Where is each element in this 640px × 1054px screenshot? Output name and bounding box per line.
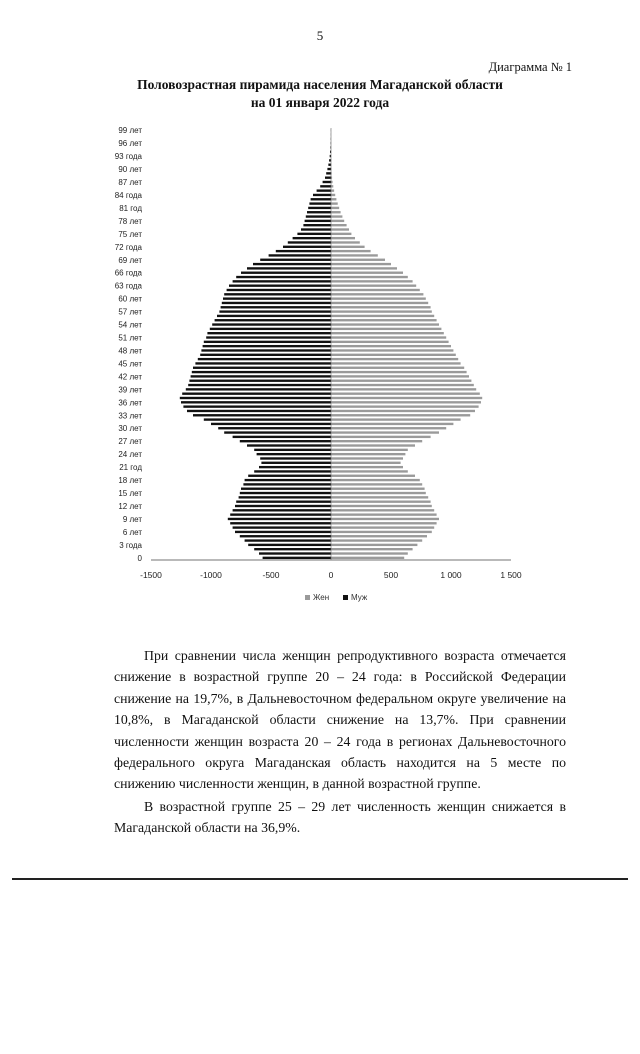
y-tick-label: 90 лет (118, 165, 142, 175)
bar-right-age-32 (331, 418, 461, 420)
y-tick-label: 69 лет (118, 255, 142, 265)
bar-left-age-76 (301, 228, 331, 230)
bar-left-age-11 (233, 509, 331, 511)
legend-label-2: Муж (351, 593, 368, 602)
bar-right-age-27 (331, 440, 422, 442)
bar-left-age-10 (230, 513, 331, 515)
y-tick-label: 87 лет (118, 178, 142, 187)
bar-left-age-35 (183, 405, 331, 407)
bar-left-age-8 (230, 522, 331, 524)
y-tick-label: 45 лет (118, 359, 142, 369)
bar-left-age-9 (228, 518, 331, 520)
bar-left-age-14 (239, 496, 331, 498)
bar-right-age-26 (331, 444, 415, 446)
y-tick-label: 75 лет (118, 229, 142, 239)
x-tick-label: -1000 (200, 570, 222, 580)
bar-left-age-64 (233, 280, 331, 282)
y-tick-label: 21 год (119, 463, 142, 473)
bar-left-age-7 (233, 526, 331, 528)
bar-left-age-71 (276, 250, 331, 252)
bar-right-age-39 (331, 388, 476, 390)
bar-right-age-62 (331, 289, 420, 291)
bar-left-age-87 (323, 181, 331, 183)
y-tick-label: 54 лет (118, 320, 142, 330)
bar-right-age-56 (331, 315, 434, 317)
bar-right-age-29 (331, 431, 439, 433)
bar-right-age-51 (331, 336, 446, 338)
y-tick-label: 39 лет (118, 385, 142, 395)
y-tick-label: 93 года (114, 152, 142, 162)
bar-right-age-43 (331, 371, 467, 373)
bar-left-age-65 (236, 276, 331, 278)
bar-left-age-72 (283, 246, 331, 248)
bar-right-age-10 (331, 513, 437, 515)
y-tick-label: 30 лет (118, 424, 142, 434)
bar-right-age-82 (331, 202, 338, 204)
bar-left-age-77 (303, 224, 331, 226)
legend-swatch-2 (343, 595, 348, 600)
bar-left-age-50 (204, 341, 331, 343)
bar-left-age-38 (182, 392, 331, 394)
bar-right-age-21 (331, 466, 403, 468)
bar-right-age-76 (331, 228, 349, 230)
bar-left-age-74 (293, 237, 331, 239)
bar-right-age-47 (331, 354, 456, 356)
bar-right-age-0 (331, 557, 404, 559)
bar-right-age-59 (331, 302, 428, 304)
bar-right-age-80 (331, 211, 341, 213)
bar-right-age-86 (331, 185, 333, 187)
x-tick-label: -1500 (140, 570, 162, 580)
bar-right-age-9 (331, 518, 439, 520)
bar-right-age-40 (331, 384, 474, 386)
bar-right-age-13 (331, 500, 431, 502)
bar-left-age-12 (235, 505, 331, 507)
bar-left-age-44 (193, 367, 331, 369)
bar-left-age-43 (192, 371, 331, 373)
bar-right-age-53 (331, 328, 441, 330)
paragraph-1: При сравнении числа женщин репродуктивного возраста отмечается снижение в возрастной группе 20 – 24 года: в Российской Федерации снижение на 19,7%, в Дальневосточном федеральном округе увеличение на 10,8%, в Магаданской области снижение на 13,7%. При сравнении численности женщин возраста 20 – 24 года в регионах Дальневосточного федерального округа Магаданская область находится на 5 месте по снижению численности женщин, в данной возрастной группе. (114, 648, 566, 792)
y-tick-label: 24 лет (118, 450, 142, 460)
legend-swatch-1 (305, 595, 310, 600)
bar-left-age-46 (198, 358, 331, 360)
chart-title-line-1: Половозрастная пирамида населения Магаданской области (137, 77, 503, 92)
bar-right-age-57 (331, 310, 432, 312)
bar-right-age-37 (331, 397, 482, 399)
bar-right-age-46 (331, 358, 458, 360)
bar-right-age-85 (331, 189, 334, 191)
bar-right-age-16 (331, 488, 425, 490)
bar-left-age-29 (224, 431, 331, 433)
bar-right-age-20 (331, 470, 408, 472)
paragraph-2: В возрастной группе 25 – 29 лет численность женщин снижается в Магаданской области на 36,9%. (114, 798, 566, 836)
bar-left-age-63 (229, 284, 331, 286)
bar-left-age-79 (306, 215, 331, 217)
bar-right-age-79 (331, 215, 342, 217)
bar-right-age-68 (331, 263, 391, 265)
page-number: 5 (316, 28, 324, 43)
bar-left-age-31 (211, 423, 331, 425)
bar-right-age-73 (331, 241, 360, 243)
bar-left-age-59 (222, 302, 331, 304)
bar-left-age-2 (254, 548, 331, 550)
bar-right-age-72 (331, 246, 365, 248)
bar-left-age-21 (259, 466, 331, 468)
bar-left-age-41 (189, 380, 331, 382)
bar-left-age-69 (260, 259, 331, 261)
bar-left-age-30 (218, 427, 331, 429)
y-tick-label: 0 (137, 553, 142, 563)
bar-right-age-70 (331, 254, 378, 256)
y-tick-label: 63 года (114, 281, 142, 291)
bar-left-age-24 (257, 453, 331, 455)
bar-right-age-84 (331, 194, 335, 196)
bar-right-age-18 (331, 479, 420, 481)
bar-left-age-91 (328, 164, 331, 166)
bar-left-age-73 (288, 241, 331, 243)
y-tick-label: 60 лет (118, 294, 142, 304)
bar-left-age-75 (297, 233, 331, 235)
bar-left-age-62 (227, 289, 331, 291)
bar-left-age-49 (203, 345, 331, 347)
bar-right-age-25 (331, 449, 408, 451)
bar-right-age-83 (331, 198, 336, 200)
bar-left-age-54 (212, 323, 331, 325)
bar-right-age-17 (331, 483, 422, 485)
bar-right-age-49 (331, 345, 451, 347)
bar-left-age-86 (320, 185, 331, 187)
bar-left-age-32 (204, 418, 331, 420)
y-tick-label: 12 лет (118, 502, 142, 511)
y-tick-label: 78 лет (118, 216, 142, 226)
bar-right-age-24 (331, 453, 405, 455)
y-tick-label: 72 года (114, 242, 142, 252)
bar-right-age-36 (331, 401, 481, 403)
x-tick-label: 1 000 (440, 570, 462, 580)
x-tick-label: 500 (383, 570, 399, 580)
bar-left-age-89 (326, 172, 331, 174)
bar-right-age-60 (331, 297, 426, 299)
bar-right-age-5 (331, 535, 427, 537)
y-tick-label: 15 лет (118, 489, 142, 499)
bar-right-age-45 (331, 362, 461, 364)
bar-right-age-69 (331, 259, 385, 261)
bar-left-age-78 (305, 220, 331, 222)
legend-label-1: Жен (313, 593, 330, 602)
bar-left-age-47 (200, 354, 331, 356)
y-tick-label: 27 лет (118, 437, 142, 447)
bar-right-age-58 (331, 306, 431, 308)
bar-left-age-66 (241, 272, 331, 274)
bar-left-age-0 (263, 557, 331, 559)
bar-left-age-37 (180, 397, 331, 399)
x-tick-label: 0 (328, 570, 334, 580)
bar-right-age-19 (331, 475, 415, 477)
bar-left-age-80 (307, 211, 331, 213)
bar-right-age-15 (331, 492, 426, 494)
bar-left-age-33 (193, 414, 331, 416)
bar-right-age-63 (331, 284, 416, 286)
y-tick-label: 81 год (119, 203, 142, 213)
bar-right-age-7 (331, 526, 434, 528)
horizontal-rule (12, 878, 628, 880)
bar-left-age-70 (269, 254, 331, 256)
bar-right-age-1 (331, 552, 408, 554)
bar-left-age-40 (188, 384, 331, 386)
y-tick-label: 96 лет (118, 139, 142, 149)
y-tick-label: 48 лет (118, 346, 142, 356)
bar-right-age-14 (331, 496, 428, 498)
bar-right-age-8 (331, 522, 437, 524)
bar-left-age-20 (254, 470, 331, 472)
bar-right-age-11 (331, 509, 434, 511)
bar-right-age-38 (331, 392, 480, 394)
bar-right-age-55 (331, 319, 437, 321)
bar-right-age-23 (331, 457, 403, 459)
bar-left-age-16 (241, 488, 331, 490)
y-tick-label: 51 лет (118, 333, 142, 343)
bar-left-age-85 (317, 189, 331, 191)
bar-right-age-52 (331, 332, 444, 334)
bar-right-age-33 (331, 414, 470, 416)
y-tick-label: 57 лет (118, 307, 142, 317)
bar-left-age-83 (311, 198, 331, 200)
y-tick-label: 33 лет (118, 411, 142, 421)
bar-right-age-66 (331, 272, 403, 274)
bar-right-age-75 (331, 233, 351, 235)
bar-left-age-28 (233, 436, 331, 438)
y-tick-label: 36 лет (118, 398, 142, 408)
bar-left-age-13 (236, 500, 331, 502)
bar-right-age-67 (331, 267, 397, 269)
bar-left-age-60 (223, 297, 331, 299)
population-pyramid-chart (100, 118, 540, 618)
bar-left-age-5 (240, 535, 331, 537)
chart-title-line-2: на 01 января 2022 года (250, 95, 390, 110)
bar-left-age-26 (247, 444, 331, 446)
bar-right-age-3 (331, 544, 417, 546)
bar-left-age-18 (245, 479, 331, 481)
bar-right-age-44 (331, 367, 464, 369)
y-tick-label: 3 года (119, 540, 142, 550)
bar-left-age-88 (325, 176, 331, 178)
bar-left-age-58 (221, 306, 331, 308)
bar-right-age-2 (331, 548, 413, 550)
bar-left-age-19 (248, 475, 331, 477)
bar-left-age-90 (327, 168, 331, 170)
bar-left-age-61 (224, 293, 331, 295)
bar-left-age-15 (240, 492, 331, 494)
chart-title (0, 76, 640, 112)
body-text (114, 645, 566, 839)
bar-left-age-81 (308, 207, 331, 209)
bar-right-age-12 (331, 505, 432, 507)
bar-left-age-48 (201, 349, 331, 351)
bar-right-age-35 (331, 405, 479, 407)
y-tick-label: 84 года (114, 190, 142, 200)
bar-left-age-56 (217, 315, 331, 317)
bar-right-age-28 (331, 436, 431, 438)
bar-right-age-54 (331, 323, 439, 325)
bar-left-age-84 (313, 194, 331, 196)
bar-left-age-51 (206, 336, 331, 338)
y-tick-label: 9 лет (122, 514, 142, 524)
bar-right-age-42 (331, 375, 469, 377)
bar-right-age-4 (331, 539, 422, 541)
bar-right-age-34 (331, 410, 475, 412)
bar-left-age-23 (260, 457, 331, 459)
bar-right-age-77 (331, 224, 347, 226)
bar-right-age-41 (331, 380, 471, 382)
bar-right-age-81 (331, 207, 339, 209)
bar-right-age-61 (331, 293, 423, 295)
bar-right-age-65 (331, 276, 408, 278)
bar-left-age-55 (215, 319, 331, 321)
bar-left-age-27 (240, 440, 331, 442)
bar-left-age-17 (243, 483, 331, 485)
bar-right-age-30 (331, 427, 446, 429)
bar-left-age-53 (210, 328, 331, 330)
y-tick-label: 18 лет (118, 476, 142, 486)
x-tick-label: 1 500 (500, 570, 522, 580)
bar-left-age-52 (207, 332, 331, 334)
bar-left-age-42 (191, 375, 331, 377)
bar-left-age-6 (235, 531, 331, 533)
diagram-label: Диаграмма № 1 (488, 60, 572, 74)
bar-right-age-74 (331, 237, 355, 239)
bar-left-age-67 (247, 267, 331, 269)
bar-right-age-78 (331, 220, 344, 222)
bar-left-age-57 (219, 310, 331, 312)
bar-right-age-50 (331, 341, 449, 343)
bar-right-age-64 (331, 280, 413, 282)
y-tick-label: 6 лет (122, 527, 142, 537)
x-tick-label: -500 (262, 570, 280, 580)
y-tick-label: 99 лет (118, 126, 142, 136)
bar-left-age-36 (181, 401, 331, 403)
bar-right-age-71 (331, 250, 371, 252)
bar-left-age-25 (254, 449, 331, 451)
bar-left-age-22 (261, 462, 331, 464)
bar-right-age-48 (331, 349, 453, 351)
bar-left-age-3 (248, 544, 331, 546)
bar-left-age-45 (195, 362, 331, 364)
bar-left-age-68 (253, 263, 331, 265)
bar-right-age-22 (331, 462, 401, 464)
bar-right-age-31 (331, 423, 453, 425)
y-tick-label: 42 лет (118, 372, 142, 382)
bar-left-age-39 (186, 388, 331, 390)
bar-left-age-34 (187, 410, 331, 412)
bar-right-age-6 (331, 531, 432, 533)
y-tick-label: 66 года (114, 268, 142, 278)
bar-left-age-82 (309, 202, 331, 204)
bar-left-age-1 (259, 552, 331, 554)
bar-left-age-4 (245, 539, 331, 541)
